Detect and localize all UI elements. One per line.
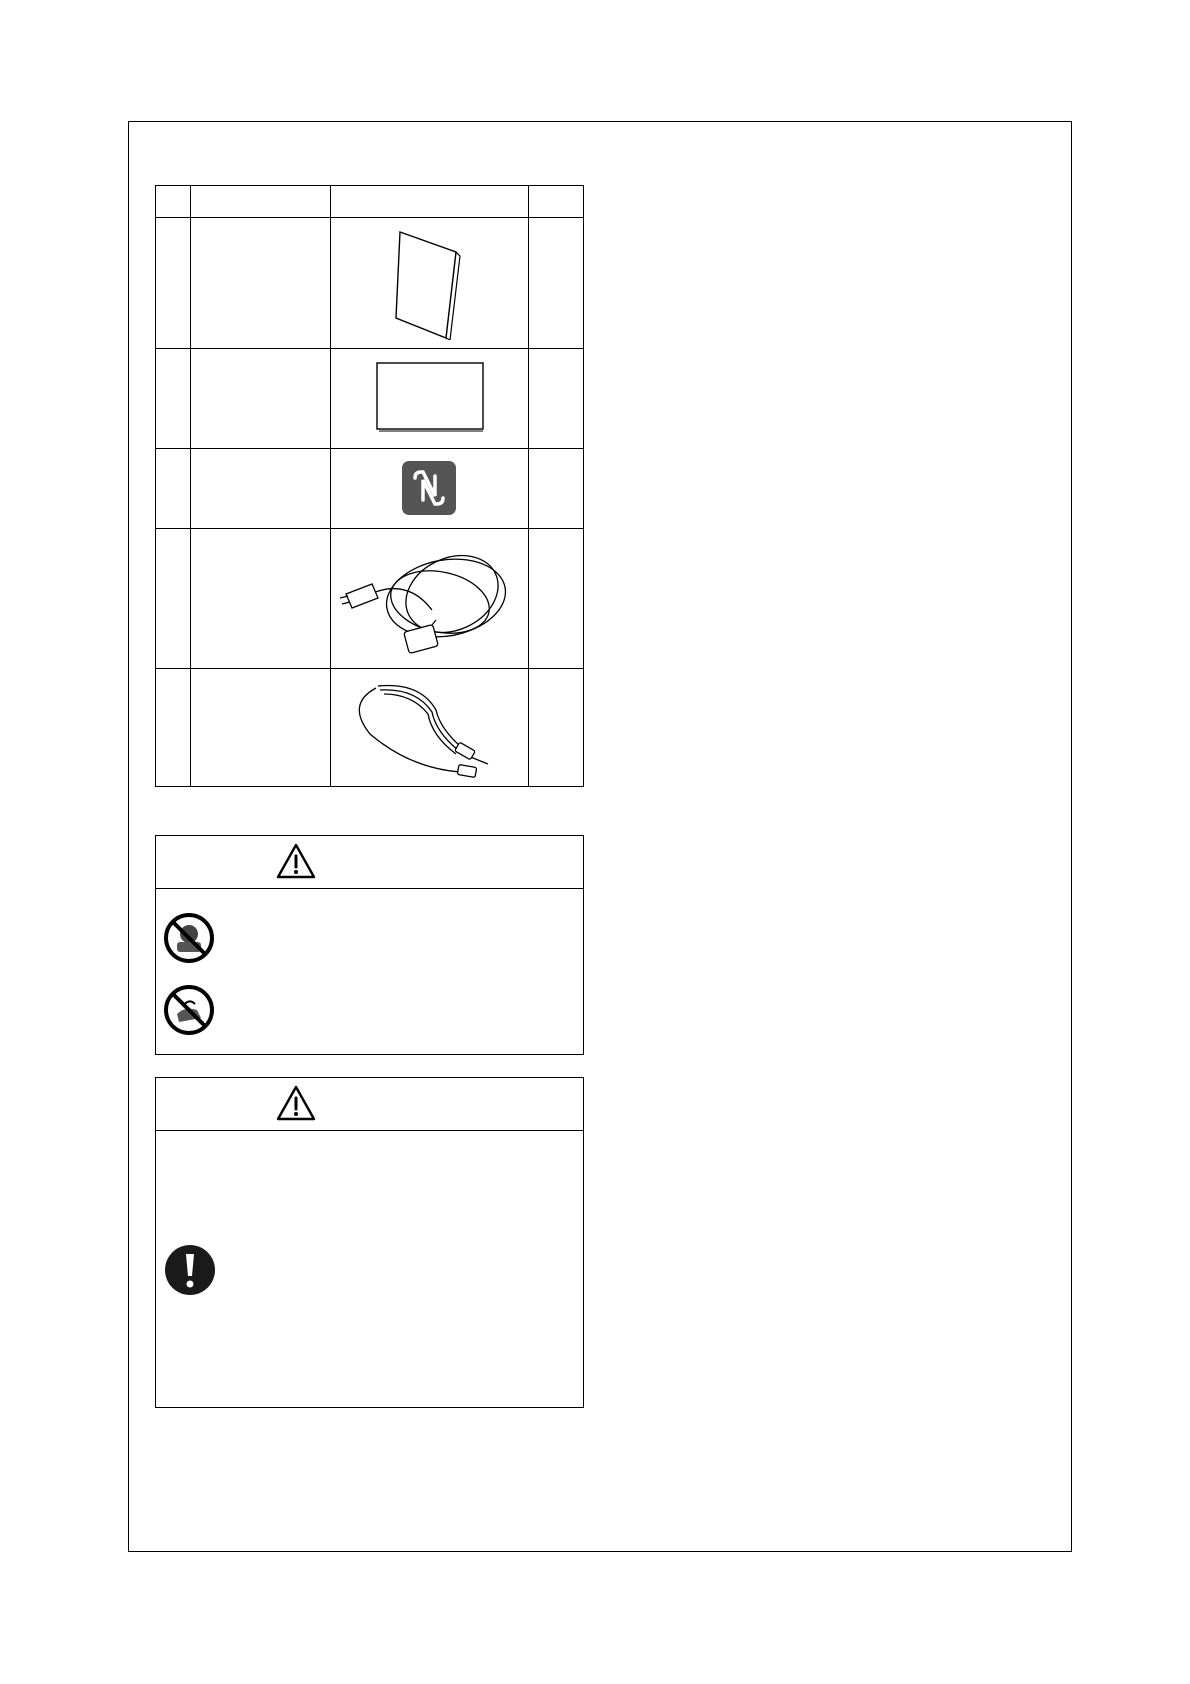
modular-cable-image bbox=[340, 676, 500, 780]
power-cord-image bbox=[336, 536, 516, 662]
table-row-divider bbox=[156, 217, 583, 218]
no-disassembly-icon bbox=[163, 912, 215, 964]
warning-box-header bbox=[156, 836, 583, 889]
manual-booklet-image bbox=[394, 230, 466, 340]
warning-box bbox=[155, 835, 584, 1055]
nfc-mark-icon bbox=[401, 460, 457, 516]
table-row-divider bbox=[156, 528, 583, 529]
mandatory-action-icon bbox=[164, 1244, 216, 1296]
warning-triangle-icon bbox=[276, 842, 316, 880]
table-col-divider bbox=[528, 186, 529, 786]
table-row-divider bbox=[156, 668, 583, 669]
table-row-divider bbox=[156, 348, 583, 349]
table-row-divider bbox=[156, 448, 583, 449]
table-col-divider bbox=[190, 186, 191, 786]
caution-box-header bbox=[156, 1078, 583, 1131]
no-touch-icon bbox=[163, 984, 215, 1036]
caution-box bbox=[155, 1077, 584, 1408]
card-sheet-image bbox=[375, 361, 485, 433]
caution-triangle-icon bbox=[276, 1084, 316, 1122]
parts-table bbox=[155, 185, 584, 787]
table-col-divider bbox=[330, 186, 331, 786]
